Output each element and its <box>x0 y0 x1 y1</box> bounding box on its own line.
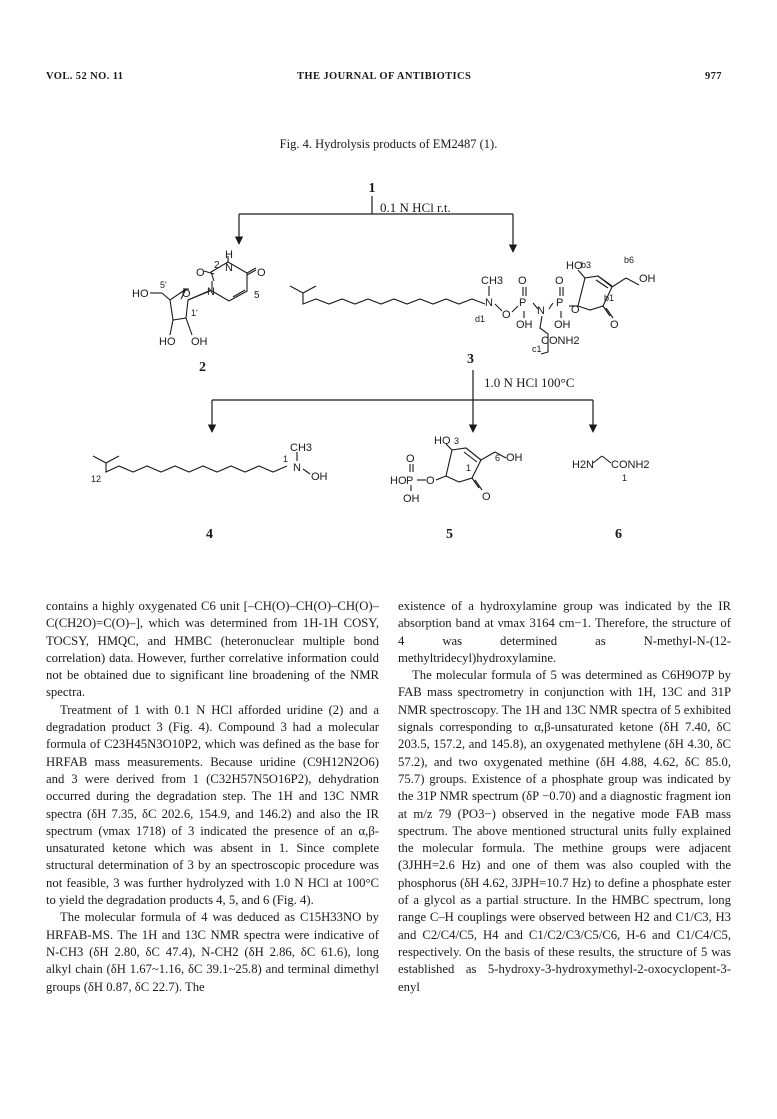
svg-text:N: N <box>293 462 301 474</box>
svg-text:5': 5' <box>160 280 167 290</box>
svg-text:1': 1' <box>191 308 198 318</box>
svg-text:O: O <box>182 288 191 300</box>
compound-6-number: 6 <box>615 527 622 540</box>
svg-text:N: N <box>485 297 493 309</box>
hydrolysis-scheme <box>0 160 777 540</box>
svg-text:OH: OH <box>639 273 656 285</box>
svg-text:CH3: CH3 <box>290 442 313 454</box>
svg-text:1: 1 <box>283 454 289 464</box>
svg-text:N: N <box>225 262 233 274</box>
step1-start-label: 1 <box>368 181 376 196</box>
compound-5-number: 5 <box>446 527 453 540</box>
svg-text:O: O <box>610 319 619 331</box>
svg-text:CONH2: CONH2 <box>541 335 580 347</box>
compound-5-structure <box>390 435 523 505</box>
svg-text:OH: OH <box>506 452 523 464</box>
svg-text:O: O <box>482 491 491 503</box>
svg-text:1: 1 <box>466 463 472 473</box>
svg-text:H: H <box>225 249 233 261</box>
svg-text:O: O <box>555 275 564 287</box>
svg-text:d1: d1 <box>475 314 486 324</box>
svg-text:P: P <box>406 475 414 487</box>
svg-text:CONH2: CONH2 <box>611 459 650 471</box>
svg-text:O: O <box>196 267 205 279</box>
paragraph: The molecular formula of 4 was deduced as C15H33NO by HRFAB-MS. The 1H and 13C NMR spectra were indicative of N-CH3 (δH 2.80, δC 47.4), N-CH2 (δH 2.86, δC 61.6), long alkyl chain (δH 1.67~1.16, δC 39.1~25.8) and terminal dimethyl groups (δH 0.87, δC 22.7). The <box>46 910 379 994</box>
svg-text:3: 3 <box>454 436 460 446</box>
svg-text:OH: OH <box>191 336 208 348</box>
svg-text:c1: c1 <box>532 344 542 354</box>
svg-text:O: O <box>502 309 511 321</box>
paragraph: The molecular formula of 5 was determined as C6H9O7P by FAB mass spectrometry in conjunction with 1H, 13C and 31P NMR spectroscopy. The 1H and 13C NMR spectra of 5 exhibited signals corresponding to α,β-unsaturated ketone (δH 7.40, δC 203.5, 157.2, and 145.8), an oxygenated methylene (δH 4.30, δC 57.2), and two oxygenated methine (δH 4.88, 4.62, δC 85.0, 75.7) groups. Existence of a phosphate group was indicated by the 31P NMR spectrum (δP −0.70) and a diagnostic fragment ion at m/z 79 (PO3−) observed in the negative mode FAB mass spectrum. The above mentioned structural units fully explained the molecular formula. The methine groups were adjacent (3JHH=2.6 Hz) and one of them was also coupled with the phosphorus (δH 4.62, 3JPH=10.7 Hz) to define a phosphate ester of a glycol as a partial structure. In the HMBC spectrum, long range C–H couplings were observed between H2 and C1/C3, H3 and C2/C4/C5, H4 and C1/C2/C3/C5/C6, H-6 and C1/C4/C5, respectively. On the basis of these results, the structure of 5 was established as 5-hydroxy-3-hydroxymethyl-2-oxocyclopent-3-enyl <box>398 668 731 994</box>
compound-2-number: 2 <box>199 360 206 375</box>
svg-text:O: O <box>406 453 415 465</box>
compound-4-number: 4 <box>206 527 213 540</box>
step1-conditions: 0.1 N HCl r.t. <box>380 200 451 215</box>
svg-text:CH3: CH3 <box>481 275 504 287</box>
svg-text:6: 6 <box>495 453 501 463</box>
svg-text:b6: b6 <box>624 255 635 265</box>
svg-text:P: P <box>556 297 564 309</box>
svg-text:HO: HO <box>390 475 407 487</box>
figure-caption: Fig. 4. Hydrolysis products of EM2487 (1). <box>279 137 498 151</box>
svg-text:b3: b3 <box>581 260 592 270</box>
paragraph: Treatment of 1 with 0.1 N HCl afforded uridine (2) and a degradation product 3 (Fig. 4). Compound 3 had a molecular formula of C23H45N3O10P2, which was defined as the base for HRFAB mass measurements. Because uridine (C9H12N2O6) and 3 were derived from 1 (C32H57N5O16P2), dehydration occurred during the degradation step. The 1H and 13C NMR spectra (δH 7.35, δC 202.6, 154.9, and 146.2) and also the IR spectrum (νmax 1718) of 3 indicated the presence of an α,β-unsaturated ketone which was absent in 1. Since complete structural determination of 3 by an spectroscopic procedure was not feasible, 3 was further hydrolyzed with 1.0 N HCl at 100°C to yield the degradation products 4, 5, and 6 (Fig. 4). <box>46 702 379 908</box>
compound-6-structure <box>572 456 650 483</box>
svg-text:HO: HO <box>434 435 451 447</box>
svg-text:HO: HO <box>132 288 149 300</box>
svg-text:N: N <box>537 305 545 317</box>
step2-conditions: 1.0 N HCl 100°C <box>484 375 575 390</box>
running-header-journal: THE JOURNAL OF ANTIBIOTICS <box>297 71 472 82</box>
svg-text:O: O <box>571 304 580 316</box>
compound-3-structure <box>290 255 656 354</box>
compound-2-structure <box>132 249 266 348</box>
svg-text:O: O <box>518 275 527 287</box>
svg-text:HO: HO <box>159 336 176 348</box>
left-column <box>46 598 379 996</box>
svg-text:OH: OH <box>516 319 533 331</box>
svg-text:2: 2 <box>214 260 220 271</box>
paragraph: existence of a hydroxylamine group was indicated by the IR absorption band at νmax 3164 cm−1. Therefore, the structure of 4 was determined as N-methyl-N-(12-methyltridecyl)hydroxylamine. <box>398 599 731 665</box>
svg-text:OH: OH <box>311 471 328 483</box>
svg-text:O: O <box>257 267 266 279</box>
right-column <box>398 598 731 996</box>
page-number: 977 <box>705 71 722 82</box>
running-header-volume: VOL. 52 NO. 11 <box>46 71 124 82</box>
svg-text:O: O <box>426 475 435 487</box>
svg-text:12: 12 <box>91 474 102 484</box>
svg-text:HO: HO <box>566 260 583 272</box>
compound-4-structure <box>91 442 328 484</box>
svg-text:b1: b1 <box>604 293 615 303</box>
svg-text:H2N: H2N <box>572 459 595 471</box>
paragraph: contains a highly oxygenated C6 unit [–CH(O)–CH(O)–CH(O)–C(CH2O)=C(O)–], which was determined from 1H-1H COSY, TOCSY, HMQC, and HMBC (heteronuclear multiple bond correlation) data. However, further correlative information could not be obtained due to significant line broadening of the NMR spectra. <box>46 599 379 700</box>
svg-text:P: P <box>519 297 527 309</box>
compound-3-number: 3 <box>467 352 474 367</box>
svg-text:OH: OH <box>403 493 420 505</box>
svg-text:5: 5 <box>254 290 260 301</box>
svg-text:N: N <box>207 286 215 298</box>
svg-text:OH: OH <box>554 319 571 331</box>
svg-text:1: 1 <box>622 473 628 483</box>
